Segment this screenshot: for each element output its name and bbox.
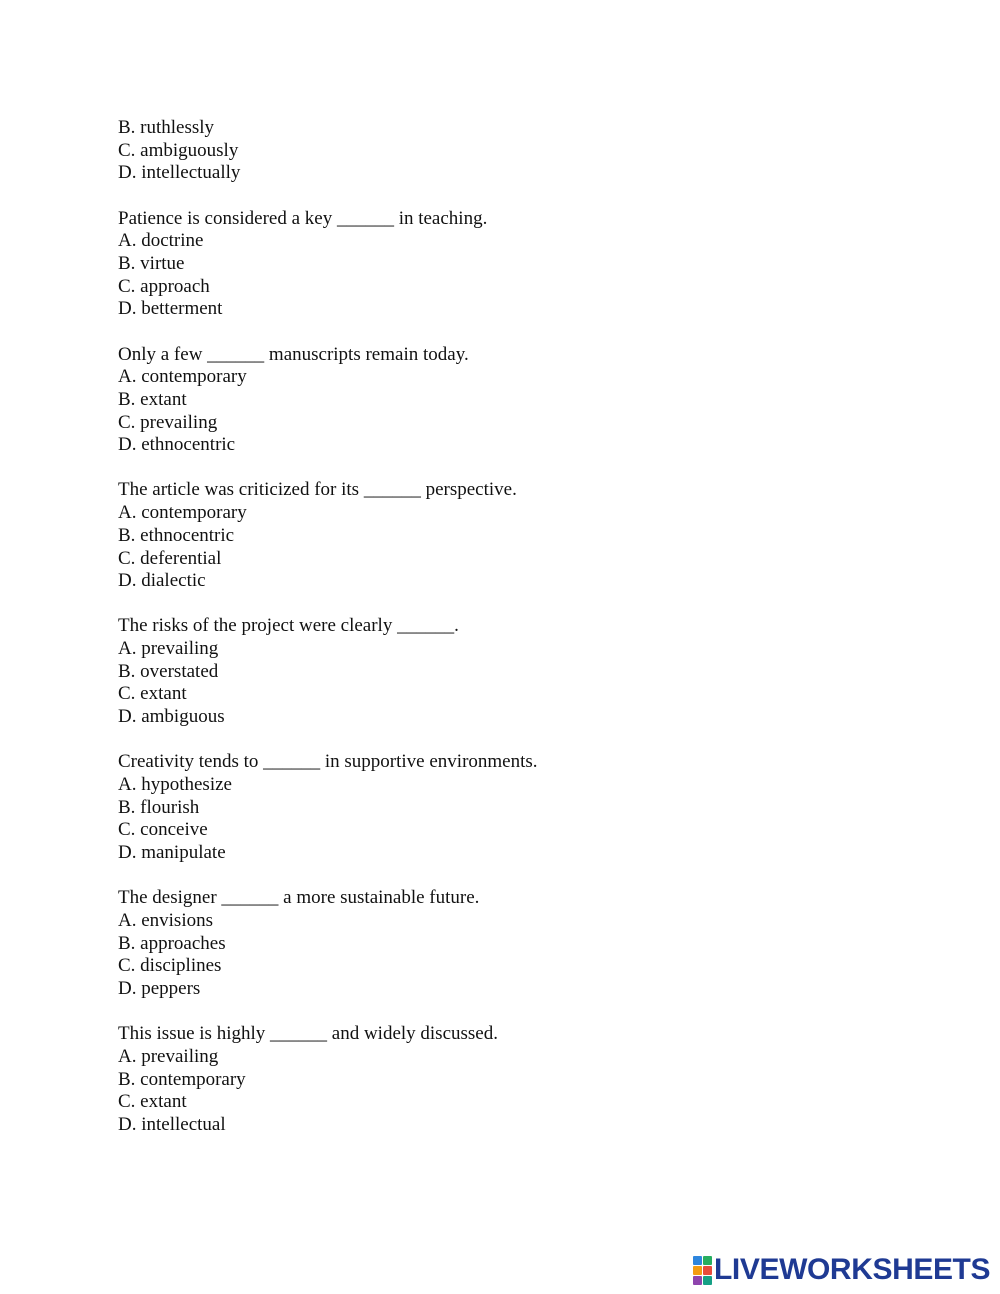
question-block-5	[118, 751, 878, 864]
option-c[interactable]: C. extant	[118, 1091, 187, 1113]
option-b[interactable]: B. ruthlessly	[118, 117, 215, 138]
logo-tile	[703, 1276, 712, 1285]
option-c[interactable]: C. approach	[118, 275, 210, 297]
option-a[interactable]: A. hypothesize	[118, 774, 232, 795]
option-d[interactable]: D. intellectual	[118, 1113, 226, 1135]
worksheet-content	[118, 117, 878, 1159]
option-a[interactable]: A. envisions	[118, 909, 213, 931]
option-c[interactable]: C. extant	[118, 683, 187, 705]
option-d[interactable]: D. ethnocentric	[118, 434, 236, 456]
logo-tile	[703, 1266, 712, 1275]
question-prompt: Patience is considered a key ______ in teaching.	[118, 207, 488, 229]
option-d[interactable]: D. intellectually	[118, 162, 241, 184]
option-c[interactable]: C. prevailing	[118, 411, 218, 433]
question-block-6	[118, 887, 878, 1000]
question-prompt: This issue is highly ______ and widely discussed.	[118, 1023, 498, 1045]
question-block-4	[118, 615, 878, 728]
logo-tile	[693, 1256, 702, 1265]
option-b[interactable]: B. ethnocentric	[118, 524, 235, 546]
liveworksheets-logo-icon	[693, 1256, 711, 1284]
option-a[interactable]: A. prevailing	[118, 638, 219, 660]
liveworksheets-logo	[693, 1254, 990, 1286]
question-block-2	[118, 344, 878, 457]
question-prompt: Only a few ______ manuscripts remain today.	[118, 343, 469, 365]
logo-tile	[703, 1256, 712, 1265]
option-b[interactable]: B. contemporary	[118, 1068, 246, 1090]
option-d[interactable]: D. peppers	[118, 978, 201, 999]
question-block-3	[118, 479, 878, 592]
option-b[interactable]: B. extant	[118, 388, 187, 410]
option-c[interactable]: C. conceive	[118, 819, 208, 841]
option-a[interactable]: A. prevailing	[118, 1045, 219, 1067]
question-block-7	[118, 1023, 878, 1136]
option-c[interactable]: C. disciplines	[118, 955, 222, 977]
option-b[interactable]: B. virtue	[118, 252, 185, 274]
option-d[interactable]: D. ambiguous	[118, 706, 225, 728]
option-d[interactable]: D. manipulate	[118, 842, 226, 864]
question-prompt: The designer ______ a more sustainable future.	[118, 887, 480, 909]
option-a[interactable]: A. contemporary	[118, 366, 247, 388]
option-a[interactable]: A. doctrine	[118, 230, 204, 252]
option-c[interactable]: C. ambiguously	[118, 139, 239, 161]
question-block-1	[118, 208, 878, 321]
question-prompt: The risks of the project were clearly ______.	[118, 615, 459, 637]
question-prompt: Creativity tends to ______ in supportive environments.	[118, 751, 538, 773]
liveworksheets-wordmark: LIVEWORKSHEETS	[714, 1253, 991, 1286]
option-c[interactable]: C. deferential	[118, 547, 222, 569]
option-a[interactable]: A. contemporary	[118, 502, 247, 524]
logo-tile	[693, 1276, 702, 1285]
question-block-continuation	[118, 117, 878, 185]
option-b[interactable]: B. overstated	[118, 660, 219, 682]
logo-tile	[693, 1266, 702, 1275]
option-d[interactable]: D. dialectic	[118, 570, 206, 592]
option-b[interactable]: B. approaches	[118, 932, 226, 954]
option-d[interactable]: D. betterment	[118, 298, 223, 320]
question-prompt: The article was criticized for its ______ perspective.	[118, 479, 517, 501]
option-b[interactable]: B. flourish	[118, 796, 200, 818]
